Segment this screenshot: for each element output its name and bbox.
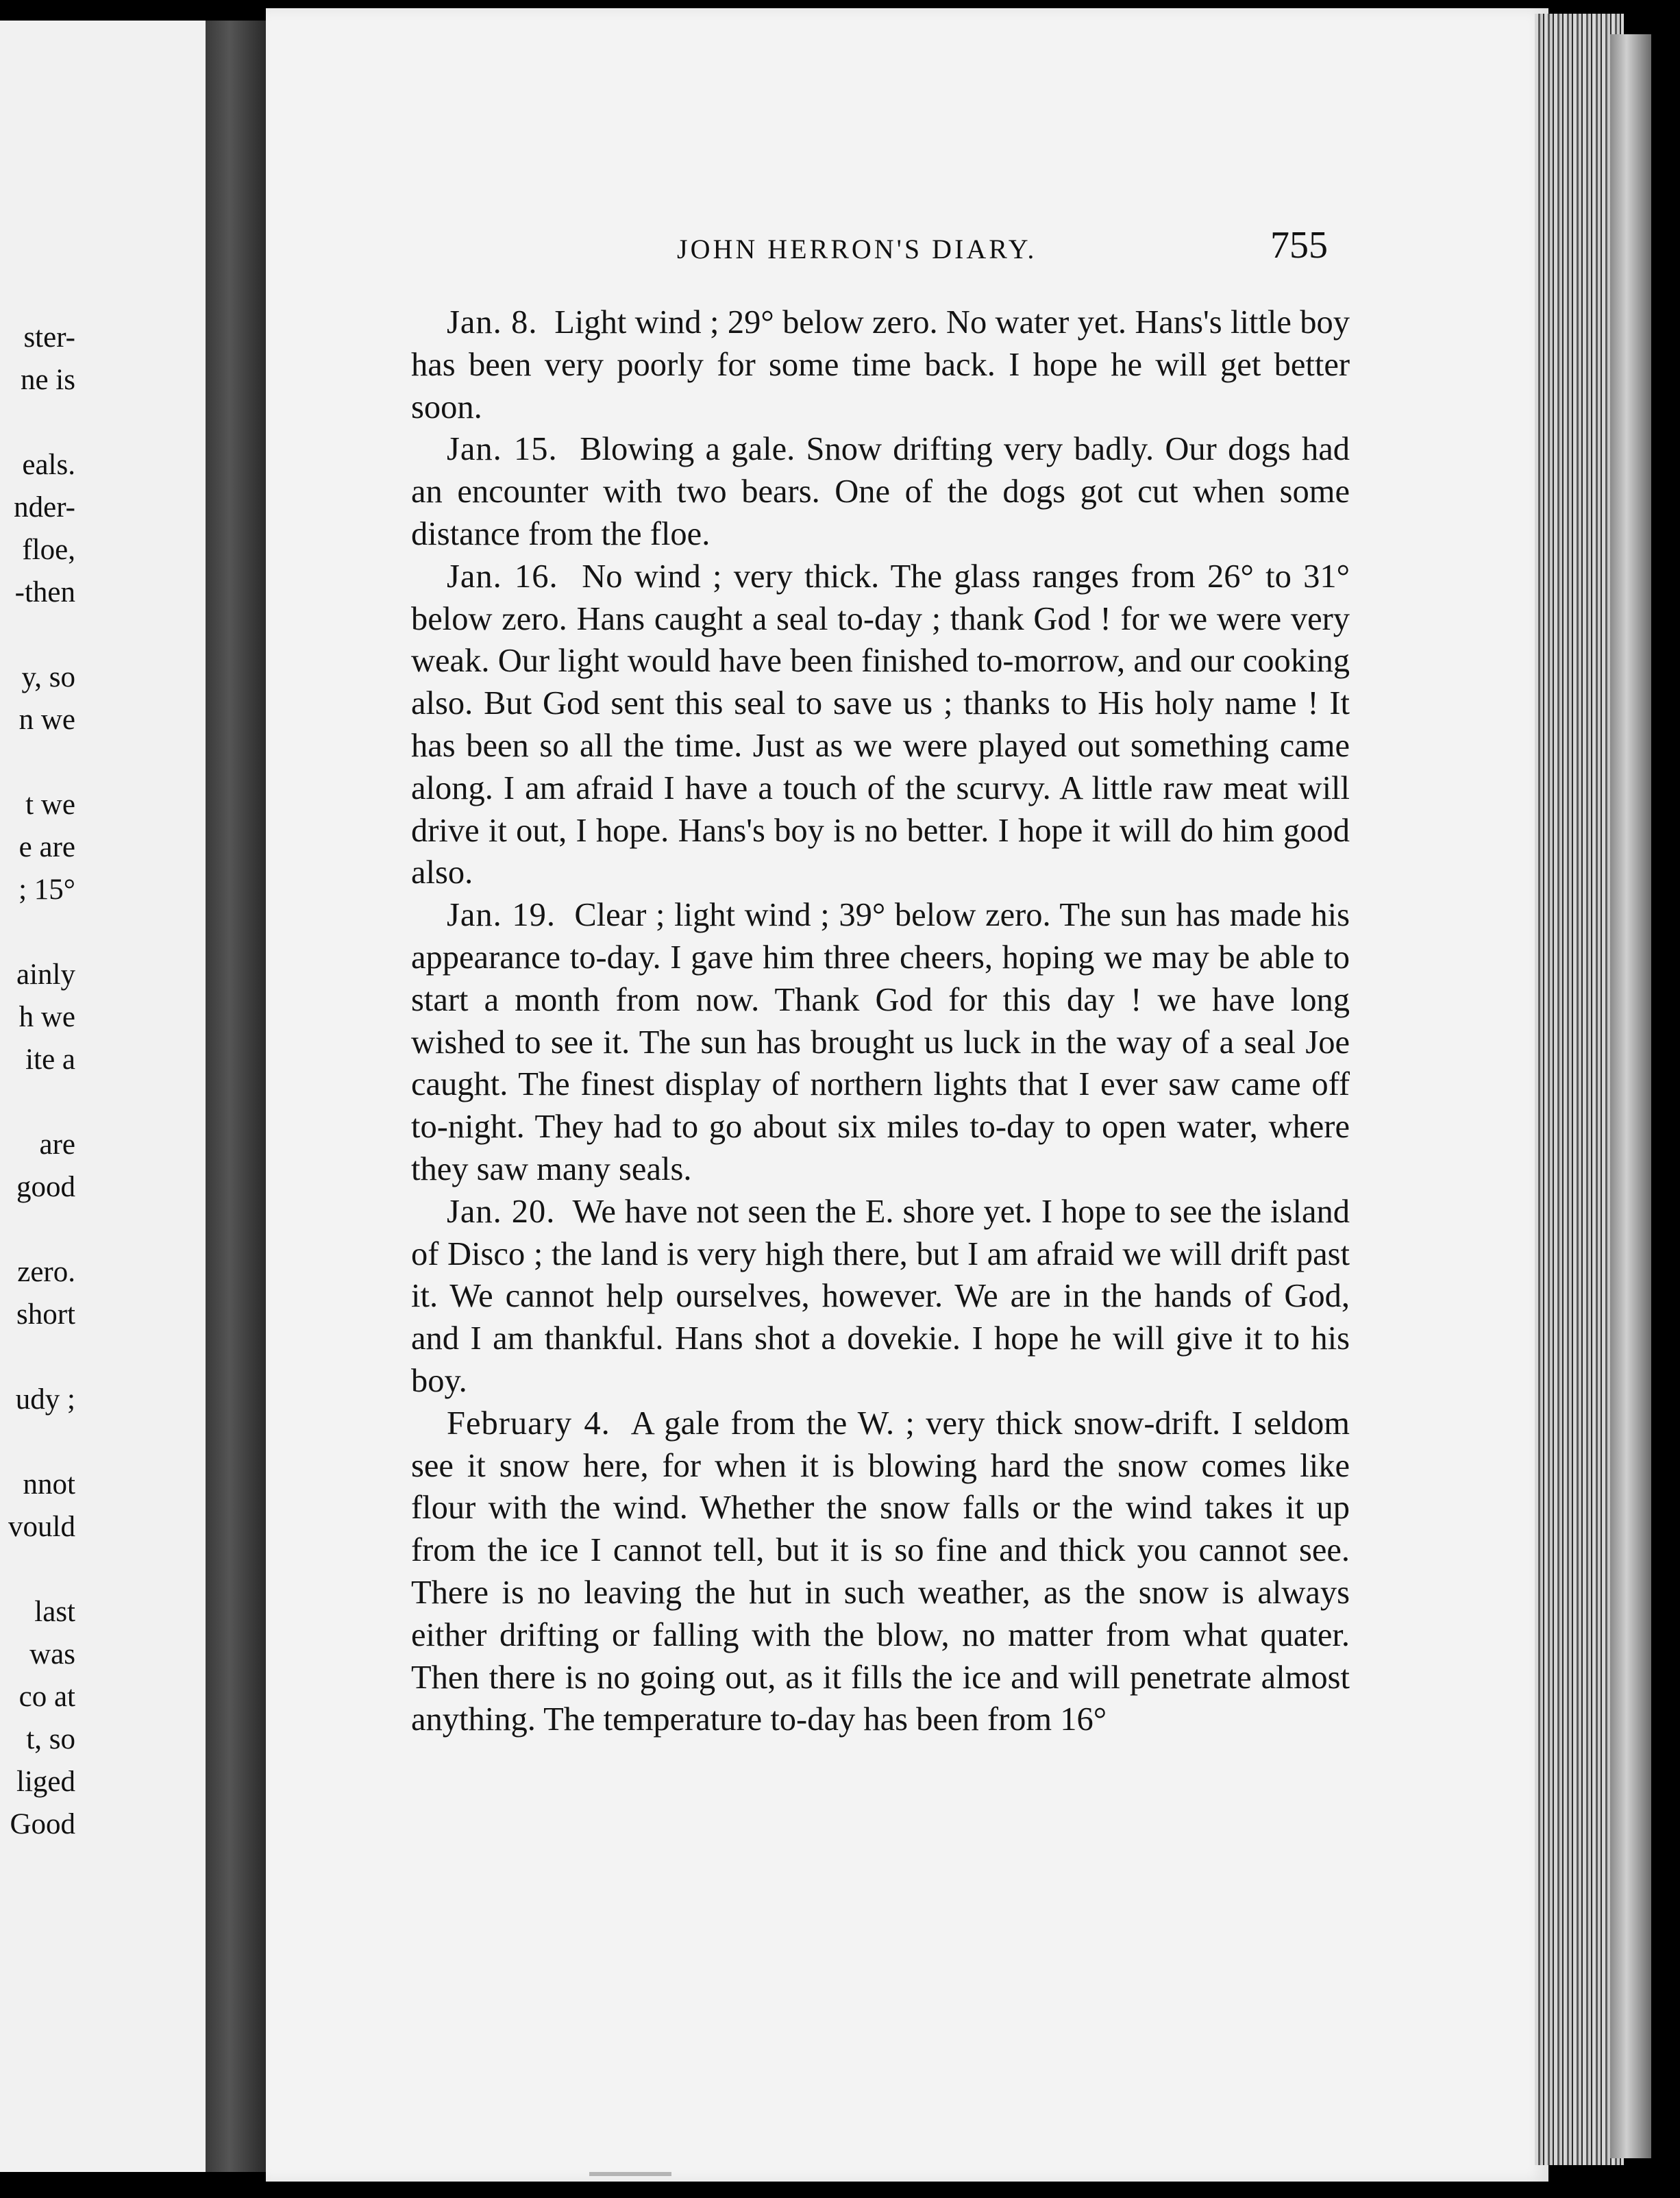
entry-date: Jan. 19.	[447, 897, 556, 934]
left-fragment: co at	[18, 1681, 75, 1713]
left-fragment	[0, 1548, 75, 1591]
book-cover-edge	[1610, 34, 1651, 2158]
left-fragment: y, so	[21, 661, 75, 693]
left-fragment: eals.	[22, 449, 75, 481]
left-fragment: liged	[16, 1766, 75, 1798]
left-fragment: t, so	[26, 1723, 75, 1755]
entry-text: No wind ; very thick. The glass ranges from 26° to 31° below zero. Hans caught a seal to-day ; thank God ! for we were very weak. Our light would have been finished to-morrow, and our cooking also. But God sent this seal to save us ; thanks to His holy name ! It has been so all the time. Just as we were played out something came along. I am afraid I have a touch of the scurvy. A little raw meat will drive it out, I hope. Hans's boy is no better. I hope it will do him good also.	[411, 558, 1350, 891]
entry-date: February 4.	[447, 1405, 610, 1442]
left-fragment: short	[16, 1298, 75, 1331]
left-fragment: ite a	[25, 1044, 75, 1076]
entry-text: Light wind ; 29° below zero. No water yet. Hans's little boy has been very poorly for some time back. I hope he will get better soon.	[411, 304, 1350, 425]
left-fragment: ster-	[23, 321, 75, 354]
left-fragment: n we	[18, 704, 75, 736]
entry-date: Jan. 16.	[447, 558, 558, 595]
left-fragment: are	[39, 1128, 75, 1161]
scan-artifact	[589, 2172, 671, 2176]
running-title: JOHN HERRON'S DIARY.	[677, 234, 1037, 264]
diary-entry	[411, 1191, 1350, 1403]
left-fragment	[0, 402, 75, 444]
left-fragment	[0, 1081, 75, 1124]
left-fragment: ainly	[16, 959, 75, 991]
running-head	[677, 223, 1335, 271]
diary-entry	[411, 894, 1350, 1191]
entry-text: Blowing a gale. Snow drifting very badly. Our dogs had an encounter with two bears. One of the dogs got cut when some distance from the floe.	[411, 431, 1350, 552]
left-fragment: good	[16, 1171, 75, 1203]
diary-entry	[411, 1403, 1350, 1741]
entry-text: A gale from the W. ; very thick snow-drift. I seldom see it snow here, for when it is blowing hard the snow comes like flour with the wind. Whether the snow falls or the wind takes it up from the ice I cannot tell, but it is so fine and thick you cannot see. There is no leaving the hut in such weather, as the snow is always either drifting or falling with the blow, no matter from what quater. Then there is no going out, as it fills the ice and will penetrate almost anything. The temperature to-day has been from 16°	[411, 1405, 1350, 1738]
entry-text: Clear ; light wind ; 39° below zero. The sun has made his appearance to-day. I gave him three cheers, hoping we may be able to start a month from now. Thank God for this day ! we have long wished to see it. The sun has brought us luck in the way of a seal Joe caught. The finest display of northern lights that I ever saw came off to-night. They had to go about six miles to-day to open water, where they saw many seals.	[411, 897, 1350, 1187]
left-fragment: udy ;	[15, 1383, 75, 1416]
left-fragment	[0, 1336, 75, 1379]
entry-date: Jan. 15.	[447, 431, 558, 468]
left-fragment: nder-	[14, 491, 75, 523]
diary-entry	[411, 556, 1350, 894]
left-fragment: vould	[8, 1511, 75, 1543]
left-fragment	[0, 911, 75, 954]
entry-date: Jan. 20.	[447, 1193, 556, 1230]
entry-text: We have not seen the E. shore yet. I hope to see the island of Disco ; the land is very high there, but I am afraid we will drift past it. We cannot help ourselves, however. We are in the hands of God, and I am thankful. Hans shot a dovekie. I hope he will give it to his boy.	[411, 1193, 1350, 1399]
left-fragment	[0, 1209, 75, 1251]
left-fragment: Good	[10, 1808, 75, 1840]
left-page-text-fragments	[0, 317, 75, 1846]
diary-text	[411, 301, 1350, 1741]
left-fragment: t we	[25, 789, 75, 821]
page-number: 755	[1270, 224, 1328, 267]
left-fragment: zero.	[17, 1256, 75, 1288]
left-fragment: was	[29, 1638, 75, 1670]
left-fragment: last	[34, 1596, 75, 1628]
left-fragment: ne is	[20, 364, 75, 396]
left-fragment: nnot	[23, 1468, 75, 1501]
left-fragment: -then	[14, 576, 75, 608]
diary-entry	[411, 428, 1350, 555]
entry-date: Jan. 8.	[447, 304, 538, 341]
left-fragment	[0, 614, 75, 656]
left-fragment	[0, 741, 75, 784]
diary-entry	[411, 301, 1350, 428]
book-gutter	[206, 21, 266, 2172]
left-fragment: ; 15°	[18, 874, 75, 906]
left-fragment: floe,	[22, 534, 75, 566]
left-fragment	[0, 1421, 75, 1464]
left-fragment: e are	[18, 831, 75, 863]
left-fragment: h we	[18, 1001, 75, 1033]
